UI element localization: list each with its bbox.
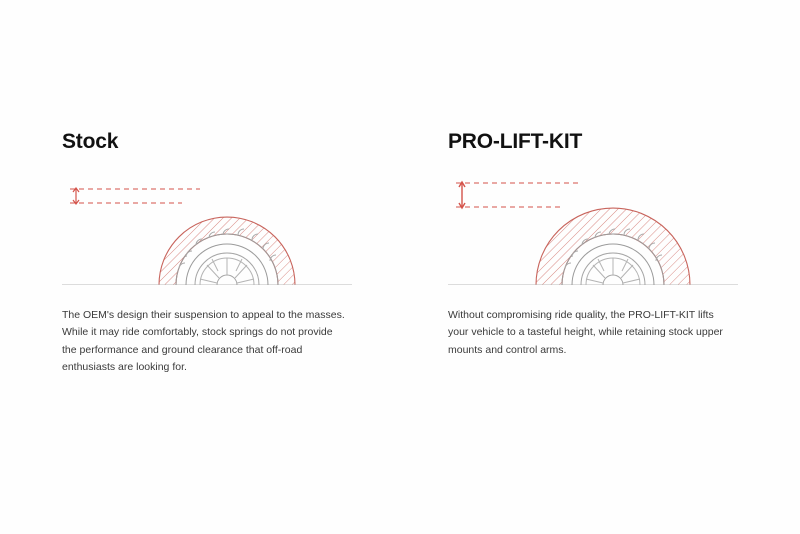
figure-pro-lift-kit — [448, 175, 738, 285]
small-gap-arrow — [73, 188, 79, 204]
large-gap-arrow — [459, 182, 465, 208]
panel-pro-lift-kit — [448, 130, 738, 370]
rim-spokes — [586, 258, 640, 283]
hub-center — [217, 275, 237, 285]
stock-wheel-gap-diagram — [62, 175, 352, 285]
rim-spokes — [200, 258, 254, 283]
panel-description-stock: The OEM's design their suspension to appeal to the masses. While it may ride comfortably, stock springs do not provide the performance and ground clearance that off-road enthusiasts are looking for. — [62, 309, 345, 374]
hub-center — [603, 275, 623, 285]
lifted-wheel-gap-diagram — [448, 175, 738, 285]
panel-stock — [62, 130, 352, 387]
panel-title-stock: Stock — [62, 130, 119, 153]
panel-description-pro-lift-kit: Without compromising ride quality, the PRO-LIFT-KIT lifts your vehicle to a tasteful height, while retaining stock upper mounts and control arms. — [448, 309, 723, 356]
panel-title-pro-lift-kit: PRO-LIFT-KIT — [448, 130, 583, 153]
figure-stock — [62, 175, 352, 285]
